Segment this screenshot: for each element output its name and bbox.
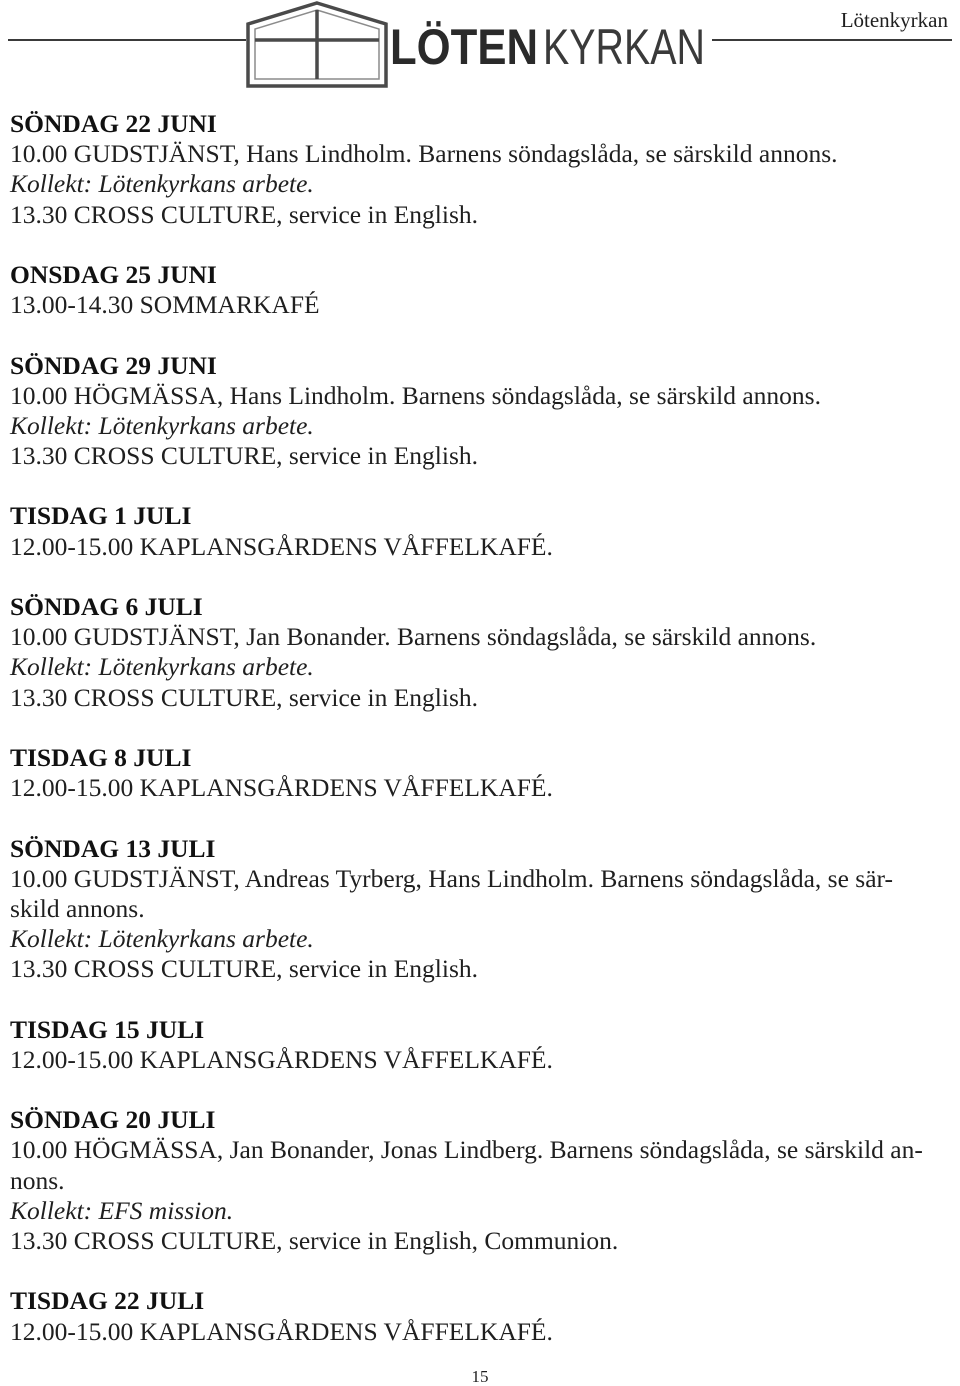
event-line: 12.00-15.00 KAPLANSGÅRDENS VÅFFELKAFÉ.: [10, 531, 553, 561]
collection-note: Kollekt: Lötenkyrkans arbete.: [10, 169, 314, 199]
event-line: 12.00-15.00 KAPLANSGÅRDENS VÅFFELKAFÉ.: [10, 1044, 553, 1074]
event-line: 13.00-14.30 SOMMARKAFÉ: [10, 290, 320, 320]
day-section: [10, 260, 950, 320]
collection-note: Kollekt: Lötenkyrkans arbete.: [10, 924, 314, 954]
day-section: [10, 351, 950, 472]
schedule: [10, 109, 950, 1347]
day-section: [10, 1105, 950, 1256]
day-heading: SÖNDAG 6 JULI: [10, 592, 203, 621]
page-number: 15: [471, 1367, 489, 1386]
event-line: 13.30 CROSS CULTURE, service in English.: [10, 954, 478, 984]
church-window-cross-icon: [248, 3, 386, 86]
day-heading: TISDAG 8 JULI: [10, 742, 192, 772]
event-line: 10.00 HÖGMÄSSA, Hans Lindholm. Barnens söndagslåda, se särskild annons.: [10, 380, 821, 410]
event-line: 12.00-15.00 KAPLANSGÅRDENS VÅFFELKAFÉ.: [10, 1316, 553, 1346]
event-line: 10.00 GUDSTJÄNST, Jan Bonander. Barnens söndagslåda, se särskild annons.: [10, 622, 817, 652]
day-section: [10, 109, 950, 230]
logo-wordmark-light: KYRKAN: [543, 19, 705, 75]
day-section: [10, 592, 950, 713]
day-heading: TISDAG 15 JULI: [10, 1014, 205, 1044]
event-line: 10.00 HÖGMÄSSA, Jan Bonander, Jonas Lindberg. Barnens söndagslåda, se särskild an-: [10, 1135, 923, 1165]
collection-note: Kollekt: Lötenkyrkans arbete.: [10, 652, 314, 682]
collection-note: Kollekt: EFS mission.: [10, 1195, 234, 1225]
day-heading: ONSDAG 25 JUNI: [10, 259, 217, 289]
masthead: [0, 0, 960, 95]
logo-wordmark-bold: LÖTEN: [390, 19, 538, 75]
event-line: 13.30 CROSS CULTURE, service in English, Communion.: [10, 1225, 619, 1255]
day-heading: SÖNDAG 29 JUNI: [10, 350, 217, 380]
event-line: 10.00 GUDSTJÄNST, Andreas Tyrberg, Hans Lindholm. Barnens söndagslåda, se sär-: [10, 863, 893, 893]
day-heading: SÖNDAG 22 JUNI: [10, 109, 217, 138]
day-heading: SÖNDAG 13 JULI: [10, 833, 216, 863]
event-line-continuation: nons.: [10, 1165, 65, 1195]
running-title: Lötenkyrkan: [840, 8, 948, 32]
event-line-continuation: skild annons.: [10, 893, 145, 923]
event-line: 13.30 CROSS CULTURE, service in English.: [10, 199, 478, 229]
event-line: 13.30 CROSS CULTURE, service in English.: [10, 441, 478, 471]
day-section: [10, 743, 950, 803]
collection-note: Kollekt: Lötenkyrkans arbete.: [10, 410, 314, 440]
day-section: [10, 501, 950, 561]
event-line: 12.00-15.00 KAPLANSGÅRDENS VÅFFELKAFÉ.: [10, 773, 553, 803]
day-section: [10, 1015, 950, 1075]
day-section: [10, 1286, 950, 1346]
day-heading: TISDAG 1 JULI: [10, 501, 192, 531]
day-section: [10, 834, 950, 985]
day-heading: SÖNDAG 20 JULI: [10, 1105, 216, 1135]
event-line: 10.00 GUDSTJÄNST, Hans Lindholm. Barnens söndagslåda, se särskild annons.: [10, 139, 838, 169]
day-heading: TISDAG 22 JULI: [10, 1286, 205, 1316]
event-line: 13.30 CROSS CULTURE, service in English.: [10, 682, 478, 712]
